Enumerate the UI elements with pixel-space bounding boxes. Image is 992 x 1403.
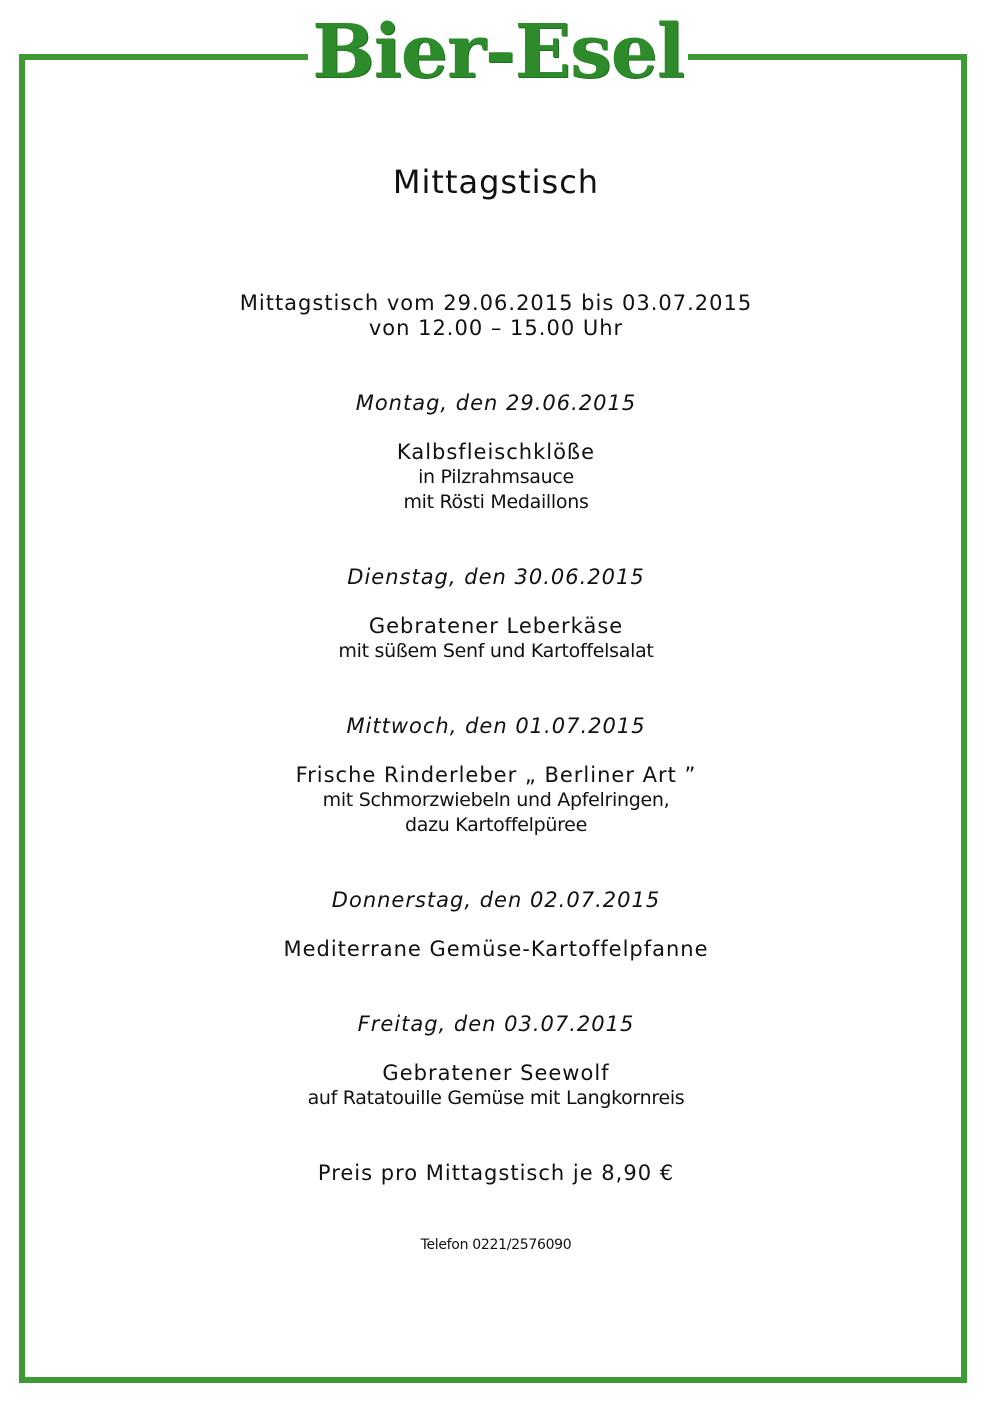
dish-name-monday: Kalbsfleischklöße: [396, 440, 596, 464]
dish-desc-friday-1: auf Ratatouille Gemüse mit Langkornreis: [307, 1087, 685, 1109]
dish-desc-wednesday-1: mit Schmorzwiebeln und Apfelringen,: [322, 789, 670, 811]
dish-name-tuesday: Gebratener Leberkäse: [368, 614, 624, 638]
day-heading-friday: Freitag, den 03.07.2015: [357, 1012, 635, 1036]
dish-name-wednesday: Frische Rinderleber „ Berliner Art ”: [295, 763, 697, 787]
price-line: Preis pro Mittagstisch je 8,90 €: [317, 1161, 675, 1185]
dish-desc-monday-1: in Pilzrahmsauce: [418, 466, 574, 488]
dish-desc-wednesday-2: dazu Kartoffelpüree: [405, 814, 587, 836]
brand-logo: Bier-Esel: [312, 9, 684, 95]
dish-name-friday: Gebratener Seewolf: [382, 1061, 610, 1085]
day-heading-wednesday: Mittwoch, den 01.07.2015: [346, 714, 646, 738]
day-heading-monday: Montag, den 29.06.2015: [355, 391, 637, 415]
period-line-1: Mittagstisch vom 29.06.2015 bis 03.07.2015: [239, 291, 753, 315]
dish-desc-tuesday-1: mit süßem Senf und Kartoffelsalat: [338, 640, 654, 662]
period-line-2: von 12.00 – 15.00 Uhr: [368, 316, 624, 340]
day-heading-tuesday: Dienstag, den 30.06.2015: [347, 565, 645, 589]
dish-desc-monday-2: mit Rösti Medaillons: [403, 491, 589, 513]
phone-number: Telefon 0221/2576090: [420, 1237, 572, 1253]
page-title: Mittagstisch: [392, 163, 600, 201]
dish-name-thursday: Mediterrane Gemüse-Kartoffelpfanne: [283, 937, 709, 961]
day-heading-thursday: Donnerstag, den 02.07.2015: [331, 888, 661, 912]
